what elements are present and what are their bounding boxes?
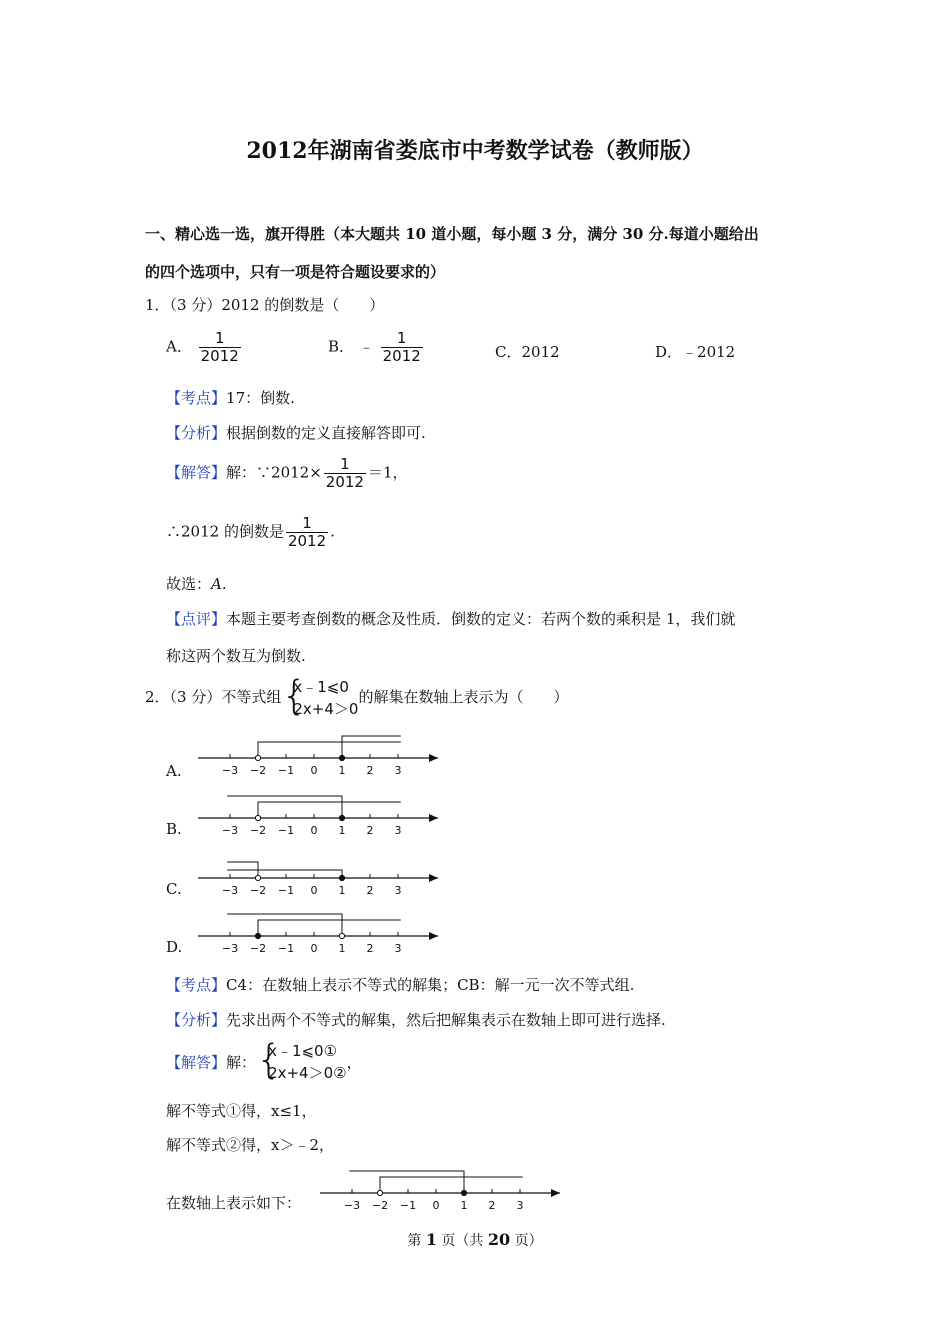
open-point [255, 815, 260, 820]
therefore-post: . [330, 522, 335, 541]
open-point [377, 1190, 382, 1195]
tick-label: 3 [394, 884, 402, 897]
q1-therefore [166, 515, 335, 550]
answer-post: . [221, 575, 227, 593]
fraction-numerator: 1 [340, 455, 350, 473]
footer-post: 页） [510, 1233, 543, 1249]
tick-label: −2 [249, 884, 267, 897]
inequality-2: 2x+4＞0② [268, 1064, 347, 1082]
q1-option-d: D．﹣2012 [655, 343, 736, 361]
tick-label: −2 [249, 942, 267, 955]
q2-jieda: 【解答】解： { x﹣1⩽0① 2x+4＞0② ， [166, 1037, 362, 1083]
footer-pre: 第 [407, 1233, 426, 1249]
tick-label: 1 [338, 942, 346, 955]
answer-choice: A [211, 575, 222, 593]
inequality-system [281, 673, 359, 720]
q1-option-c: C．2012 [495, 343, 560, 361]
q1-option-b-label: B． [328, 337, 355, 356]
tick-label: 1 [338, 764, 346, 777]
tick-label: 2 [366, 942, 374, 955]
q2-stem [145, 673, 569, 720]
fraction-denominator: 2012 [325, 473, 364, 491]
open-point [255, 755, 260, 760]
q1-option-a-label: A． [166, 337, 192, 356]
q1-option-b-sign: ﹣ [358, 337, 374, 356]
axis-arrow-icon [429, 932, 438, 940]
tag-label: 考点 [181, 976, 212, 994]
tick-label: 0 [310, 942, 318, 955]
q1-option-a-fraction [199, 330, 241, 365]
tick-label: 2 [366, 884, 374, 897]
fraction-numerator: 1 [214, 329, 225, 347]
inequality-1: x﹣1⩽0① [268, 1042, 338, 1060]
solution-ray [227, 914, 342, 936]
q1-option-b-fraction [381, 330, 423, 365]
axis-arrow-icon [429, 814, 438, 822]
solution-ray [349, 1171, 464, 1193]
footer-mid: 页（共 [436, 1233, 488, 1249]
number-line-solution [312, 1165, 572, 1215]
q1-dianping: 【点评】本题主要考查倒数的概念及性质．倒数的定义：若两个数的乘积是 1，我们就 [166, 610, 736, 628]
tag-label: 分析 [181, 1011, 212, 1029]
fraction-denominator: 2012 [382, 347, 421, 365]
number-line-option-a [190, 730, 450, 780]
q1-stem: 1．（3 分）2012 的倒数是（ ） [145, 296, 385, 314]
solution-ray [258, 742, 401, 758]
tick-label: 1 [460, 1199, 468, 1212]
tick-label: −1 [277, 884, 295, 897]
number-line-option-c [190, 850, 450, 900]
tick-label: 2 [488, 1199, 496, 1212]
tick-label: 0 [310, 824, 318, 837]
tag-label: 解答 [181, 1053, 212, 1072]
q2-option-c-label: C. [166, 880, 182, 898]
q1-kaodian: 【考点】17：倒数. [166, 389, 295, 407]
jieda-pre: 解： [226, 1053, 257, 1072]
tick-label: 3 [394, 942, 402, 955]
section-heading-line2: 的四个选项中，只有一项是符合题设要求的） [145, 263, 446, 281]
q1-jieda: 【解答】解：∵2012× $\frac{1}{2012}$ ＝1， [166, 455, 408, 491]
inequality-2: 2x+4＞0 [293, 700, 359, 718]
solution-ray [258, 802, 401, 818]
q1-answer [166, 573, 227, 594]
closed-point [339, 875, 344, 880]
q2-stem-pre: 2．（3 分）不等式组 [145, 688, 282, 706]
tick-label: −3 [221, 942, 239, 955]
q2-step1: 解不等式①得，x≤1， [166, 1102, 317, 1120]
jieda-fraction [324, 456, 366, 491]
axis-arrow-icon [551, 1189, 560, 1197]
tick-label: −2 [249, 764, 267, 777]
q2-step2: 解不等式②得，x＞﹣2， [166, 1136, 335, 1154]
closed-point [339, 815, 344, 820]
number-line-option-b [190, 790, 450, 840]
therefore-pre: ∴2012 的倒数是 [166, 522, 284, 541]
q2-fenxi: 【分析】先求出两个不等式的解集，然后把解集表示在数轴上即可进行选择. [166, 1011, 666, 1029]
answer-pre: 故选： [166, 575, 212, 593]
kaodian-text: 17：倒数. [226, 389, 295, 407]
tick-label: −1 [277, 764, 295, 777]
jieda-post: ＝1， [367, 463, 408, 482]
fenxi-text: 先求出两个不等式的解集，然后把解集表示在数轴上即可进行选择. [226, 1011, 666, 1029]
fraction-denominator: 2012 [200, 347, 239, 365]
tick-label: −3 [343, 1199, 361, 1212]
tick-label: −1 [277, 942, 295, 955]
tick-label: 3 [394, 824, 402, 837]
closed-point [339, 755, 344, 760]
tick-label: 0 [432, 1199, 440, 1212]
inequality-1: x﹣1⩽0 [293, 678, 349, 696]
footer-total-pages: 20 [487, 1230, 511, 1249]
section-heading-line1: 一、精心选一选，旗开得胜（本大题共 10 道小题，每小题 3 分，满分 30 分.每道小题给出 [145, 225, 759, 243]
q2-kaodian: 【考点】C4：在数轴上表示不等式的解集；CB：解一元一次不等式组. [166, 976, 635, 994]
tick-label: −1 [399, 1199, 417, 1212]
q1-fenxi: 【分析】根据倒数的定义直接解答即可. [166, 424, 426, 442]
axis-arrow-icon [429, 874, 438, 882]
left-brace-icon: { [281, 673, 307, 719]
q2-stem-post: 的解集在数轴上表示为（ ） [358, 688, 569, 706]
tick-label: −3 [221, 764, 239, 777]
open-point [255, 875, 260, 880]
jieda-post: ， [346, 1053, 362, 1072]
tag-label: 点评 [181, 610, 212, 628]
solution-ray [258, 920, 401, 936]
solution-ray [380, 1177, 523, 1193]
inequality-system-numbered [256, 1037, 347, 1084]
q2-step3: 在数轴上表示如下： [166, 1194, 302, 1212]
solution-ray [342, 736, 401, 758]
number-line-option-d [190, 908, 450, 958]
page-footer [0, 1230, 950, 1250]
tick-label: −3 [221, 884, 239, 897]
tick-label: −1 [277, 824, 295, 837]
footer-page-number: 1 [425, 1230, 437, 1249]
axis-arrow-icon [429, 754, 438, 762]
tag-label: 分析 [181, 424, 212, 442]
kaodian-text: C4：在数轴上表示不等式的解集；CB：解一元一次不等式组. [226, 976, 635, 994]
dianping-text: 本题主要考查倒数的概念及性质．倒数的定义：若两个数的乘积是 1，我们就 [226, 610, 736, 628]
fenxi-text: 根据倒数的定义直接解答即可. [226, 424, 426, 442]
tick-label: 2 [366, 824, 374, 837]
tick-label: −2 [371, 1199, 389, 1212]
tick-label: 3 [394, 764, 402, 777]
tick-label: 0 [310, 764, 318, 777]
tag-label: 考点 [181, 389, 212, 407]
tick-label: 0 [310, 884, 318, 897]
tick-label: 2 [366, 764, 374, 777]
fraction-numerator: 1 [302, 514, 312, 532]
jieda-pre: 解：∵2012× [226, 463, 322, 482]
tick-label: 3 [516, 1199, 524, 1212]
q1-dianping-line2: 称这两个数互为倒数. [166, 647, 306, 665]
tick-label: 1 [338, 884, 346, 897]
tick-label: 1 [338, 824, 346, 837]
tick-label: −3 [221, 824, 239, 837]
closed-point [461, 1190, 466, 1195]
therefore-fraction [286, 515, 328, 550]
page-title: 2012年湖南省娄底市中考数学试卷（教师版） [246, 138, 704, 164]
fraction-numerator: 1 [396, 329, 407, 347]
open-point [339, 933, 344, 938]
q1-option-a [166, 330, 243, 365]
fraction-denominator: 2012 [287, 532, 327, 550]
closed-point [255, 933, 260, 938]
q2-option-a-label: A. [166, 762, 182, 780]
tick-label: −2 [249, 824, 267, 837]
q2-option-d-label: D. [166, 938, 183, 956]
tag-label: 解答 [181, 463, 212, 482]
solution-ray [227, 796, 342, 818]
left-brace-icon: { [256, 1037, 282, 1083]
solution-ray [227, 870, 342, 878]
q2-option-b-label: B. [166, 820, 182, 838]
q1-option-b [328, 330, 425, 365]
